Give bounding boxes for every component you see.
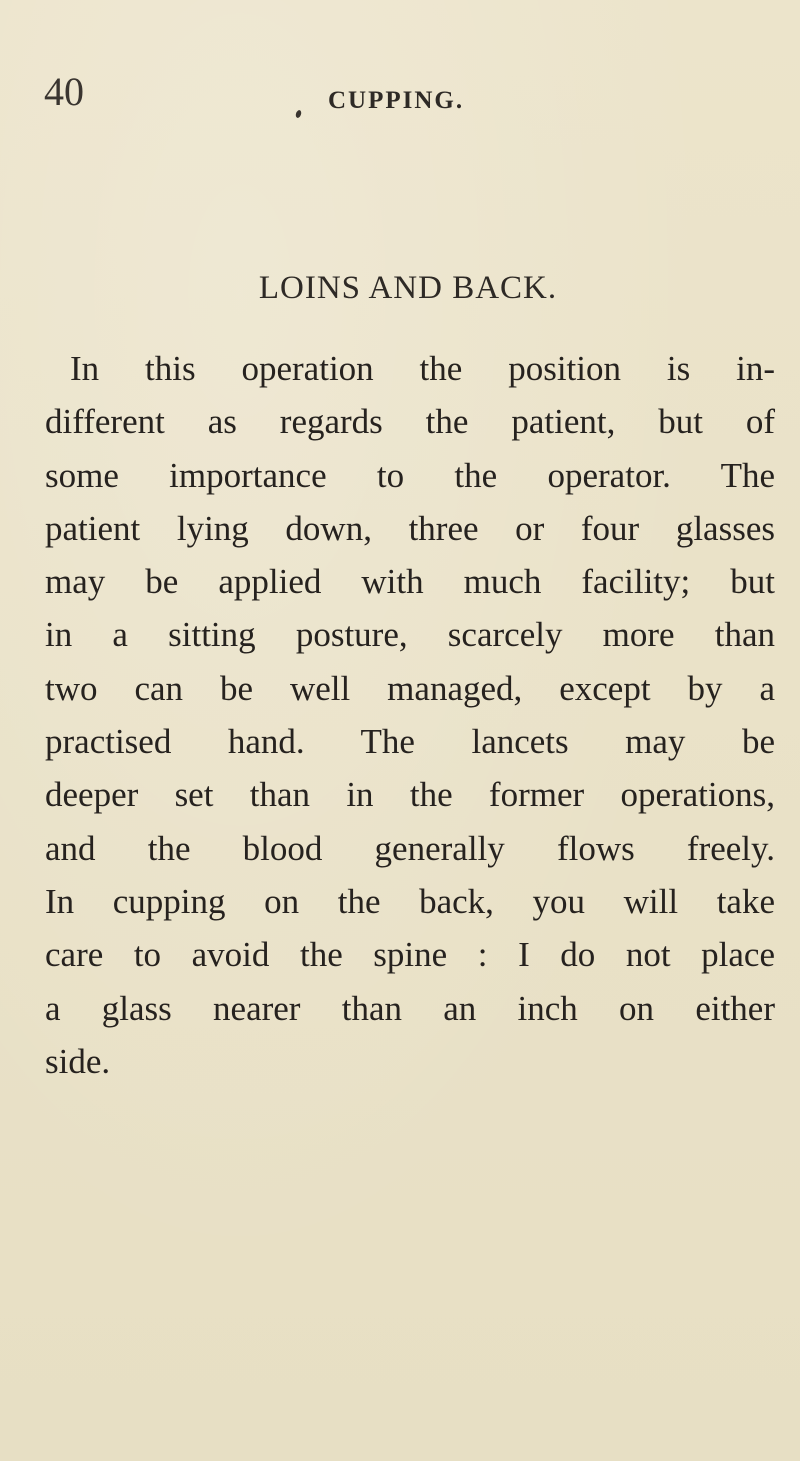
- text-line: and the blood generally flows freely.: [45, 828, 775, 868]
- text-line: in a sitting posture, scarcely more than: [45, 615, 775, 655]
- text-line: care to avoid the spine : I do not place: [45, 935, 775, 975]
- text-line: some importance to the operator. The: [45, 455, 775, 495]
- running-title: CUPPING.: [328, 87, 465, 114]
- text-line: a glass nearer than an inch on either: [45, 988, 775, 1028]
- body-paragraph: [45, 342, 775, 1088]
- running-head: [0, 70, 800, 120]
- ink-speck: [295, 109, 302, 118]
- text-line: In cupping on the back, you will take: [45, 881, 775, 921]
- text-line: patient lying down, three or four glasses: [45, 508, 775, 548]
- text-line: practised hand. The lancets may be: [45, 722, 775, 762]
- text-line: different as regards the patient, but of: [45, 402, 775, 442]
- text-line: deeper set than in the former operations,: [45, 775, 775, 815]
- text-line: two can be well managed, except by a: [45, 668, 775, 708]
- text-line: In this operation the position is in-: [70, 349, 775, 388]
- page-number: 40: [44, 69, 84, 114]
- text-line: may be applied with much facility; but: [45, 562, 775, 602]
- section-heading: LOINS AND BACK.: [258, 270, 558, 306]
- text-line: side.: [45, 1041, 111, 1081]
